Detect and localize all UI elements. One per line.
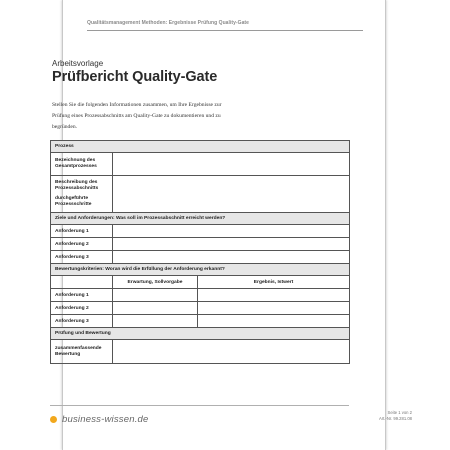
section-header-pruefung: Prüfung und Bewertung <box>51 328 350 340</box>
page-number: Seite 1 von 2 <box>387 410 412 415</box>
input-ziel-anforderung-1[interactable] <box>113 225 350 238</box>
input-beschreibung[interactable] <box>113 176 350 213</box>
page-info <box>379 410 412 422</box>
section-header-prozess: Prozess <box>51 141 350 153</box>
intro-paragraph <box>52 100 277 134</box>
column-header-empty <box>51 276 113 289</box>
input-erwartung-2[interactable] <box>113 302 198 315</box>
page-header: Qualitätsmanagement Methoden: Ergebnisse Prüfung Quality-Gate <box>87 20 249 26</box>
report-form-table <box>50 140 350 364</box>
label-bezeichnung: Bezeichnung des Gesamtprozesses <box>51 153 113 176</box>
intro-line: Stellen Sie die folgenden Informationen zusammen, um Ihre Ergebnisse zur <box>52 102 222 108</box>
logo-dot-icon <box>50 416 57 423</box>
section-header-ziele: Ziele und Anforderungen: Was soll im Prozessabschnitt erreicht werden? <box>51 213 350 225</box>
column-header-ergebnis: Ergebnis, Istwert <box>198 276 350 289</box>
intro-line: begründen. <box>52 124 78 131</box>
logo-text: business-wissen.de <box>62 414 149 425</box>
input-ergebnis-3[interactable] <box>198 315 350 328</box>
column-header-erwartung: Erwartung, Sollvorgabe <box>113 276 198 289</box>
label-kriterium-anforderung-2: Anforderung 2 <box>51 302 113 315</box>
article-number: Art.-Nr. 99.281.08 <box>378 416 412 421</box>
label-beschreibung: Beschreibung des Prozessabschnitts durchgeführte Prozessschritte <box>51 176 113 213</box>
label-anforderung-1: Anforderung 1 <box>51 225 113 238</box>
header-divider <box>87 30 363 31</box>
intro-line: Prüfung eines Prozessabschnitts am Quality-Gate zu dokumentieren und zu <box>52 113 221 120</box>
input-ziel-anforderung-3[interactable] <box>113 251 350 264</box>
document-subtitle: Arbeitsvorlage <box>52 59 104 68</box>
label-anforderung-3: Anforderung 3 <box>51 251 113 264</box>
input-zusammenfassende-bewertung[interactable] <box>113 340 350 364</box>
section-header-kriterien: Bewertungskriterien: Woran wird die Erfüllung der Anforderung erkannt? <box>51 264 350 276</box>
document-title: Prüfbericht Quality-Gate <box>52 69 218 85</box>
input-erwartung-1[interactable] <box>113 289 198 302</box>
input-ziel-anforderung-2[interactable] <box>113 238 350 251</box>
label-zusammenfassende-bewertung: zusammenfassende Bewertung <box>51 340 113 364</box>
footer-logo <box>50 414 149 425</box>
footer-divider <box>50 405 349 406</box>
input-ergebnis-1[interactable] <box>198 289 350 302</box>
input-ergebnis-2[interactable] <box>198 302 350 315</box>
label-kriterium-anforderung-1: Anforderung 1 <box>51 289 113 302</box>
input-erwartung-3[interactable] <box>113 315 198 328</box>
label-anforderung-2: Anforderung 2 <box>51 238 113 251</box>
label-kriterium-anforderung-3: Anforderung 3 <box>51 315 113 328</box>
input-bezeichnung[interactable] <box>113 153 350 176</box>
